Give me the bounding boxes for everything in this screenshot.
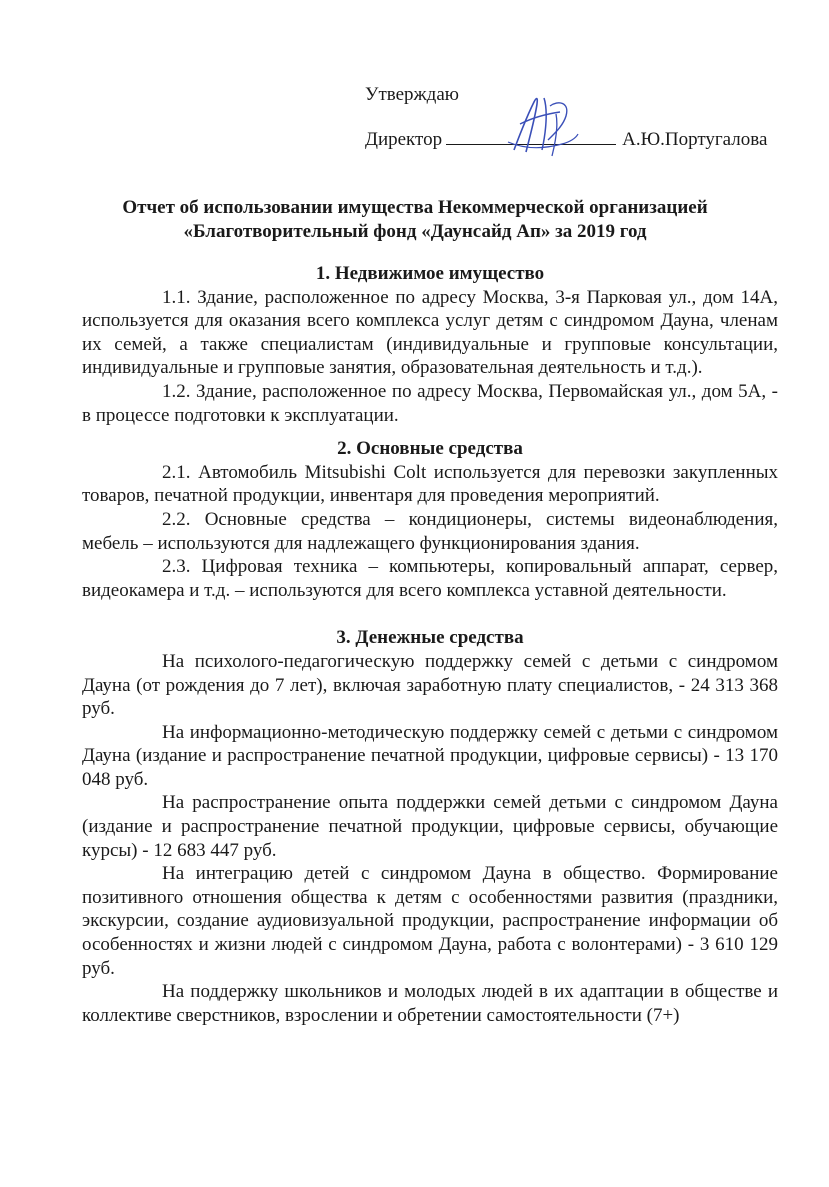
title-line-1: Отчет об использовании имущества Некоммерческой организацией — [122, 197, 708, 218]
director-label: Директор — [365, 129, 443, 150]
section-heading-real-estate: 1. Недвижимое имущество — [315, 263, 545, 284]
section-heading-fixed-assets: 2. Основные средства — [337, 438, 523, 460]
approval-label: Утверждаю — [365, 84, 459, 105]
section-heading-funds: 3. Денежные средства — [336, 627, 524, 649]
paragraph: На поддержку школьников и молодых людей в их адаптации в обществе и коллективе сверстников, взрослении и обретении самостоятельности (7+) — [82, 981, 778, 1026]
paragraph: На информационно-методическую поддержку семей с детьми с синдромом Дауна (издание и распространение печатной продукции, цифровые сервисы) - 13 170 048 руб. — [82, 721, 778, 790]
document-title — [80, 196, 750, 244]
paragraph: 2.3. Цифровая техника – компьютеры, копировальный аппарат, сервер, видеокамера и т.д. – используются для всего комплекса уставной деятельности. — [82, 556, 778, 601]
document-body — [82, 262, 778, 1027]
paragraph: 1.1. Здание, расположенное по адресу Москва, 3-я Парковая ул., дом 14А, используется для оказания всего комплекса услуг детям с синдромом Дауна, членам их семей, а также специалистам (индивидуальные и групповые консультации, индивидуальные и групповые занятия, образовательная деятельность и т.д.). — [82, 286, 778, 379]
director-name: А.Ю.Португалова — [622, 129, 768, 150]
handwritten-signature — [500, 84, 580, 162]
paragraph: 2.1. Автомобиль Mitsubishi Colt используется для перевозки закупленных товаров, печатной продукции, инвентаря для проведения мероприятий. — [82, 461, 778, 507]
paragraph: На психолого-педагогическую поддержку семей с детьми с синдромом Дауна (от рождения до 7 лет), включая заработную плату специалистов, - 24 313 368 руб. — [82, 650, 778, 720]
paragraph: 2.2. Основные средства – кондиционеры, системы видеонаблюдения, мебель – используются для надлежащего функционирования здания. — [82, 508, 778, 554]
paragraph: На интеграцию детей с синдромом Дауна в общество. Формирование позитивного отношения общества к детям с особенностями развития (праздники, экскурсии, создание аудиовизуальной продукции, распространение информации об особенностях и жизни людей с синдромом Дауна, работа с волонтерами) - 3 610 129 руб. — [82, 863, 778, 979]
paragraph: 1.2. Здание, расположенное по адресу Москва, Первомайская ул., дом 5А, - в процессе подготовки к эксплуатации. — [82, 380, 778, 426]
paragraph: На распространение опыта поддержки семей детьми с синдромом Дауна (издание и распространение печатной продукции, цифровые сервисы, обучающие курсы) - 12 683 447 руб. — [82, 792, 778, 861]
title-line-2: «Благотворительный фонд «Даунсайд Ап» за 2019 год — [183, 221, 647, 242]
